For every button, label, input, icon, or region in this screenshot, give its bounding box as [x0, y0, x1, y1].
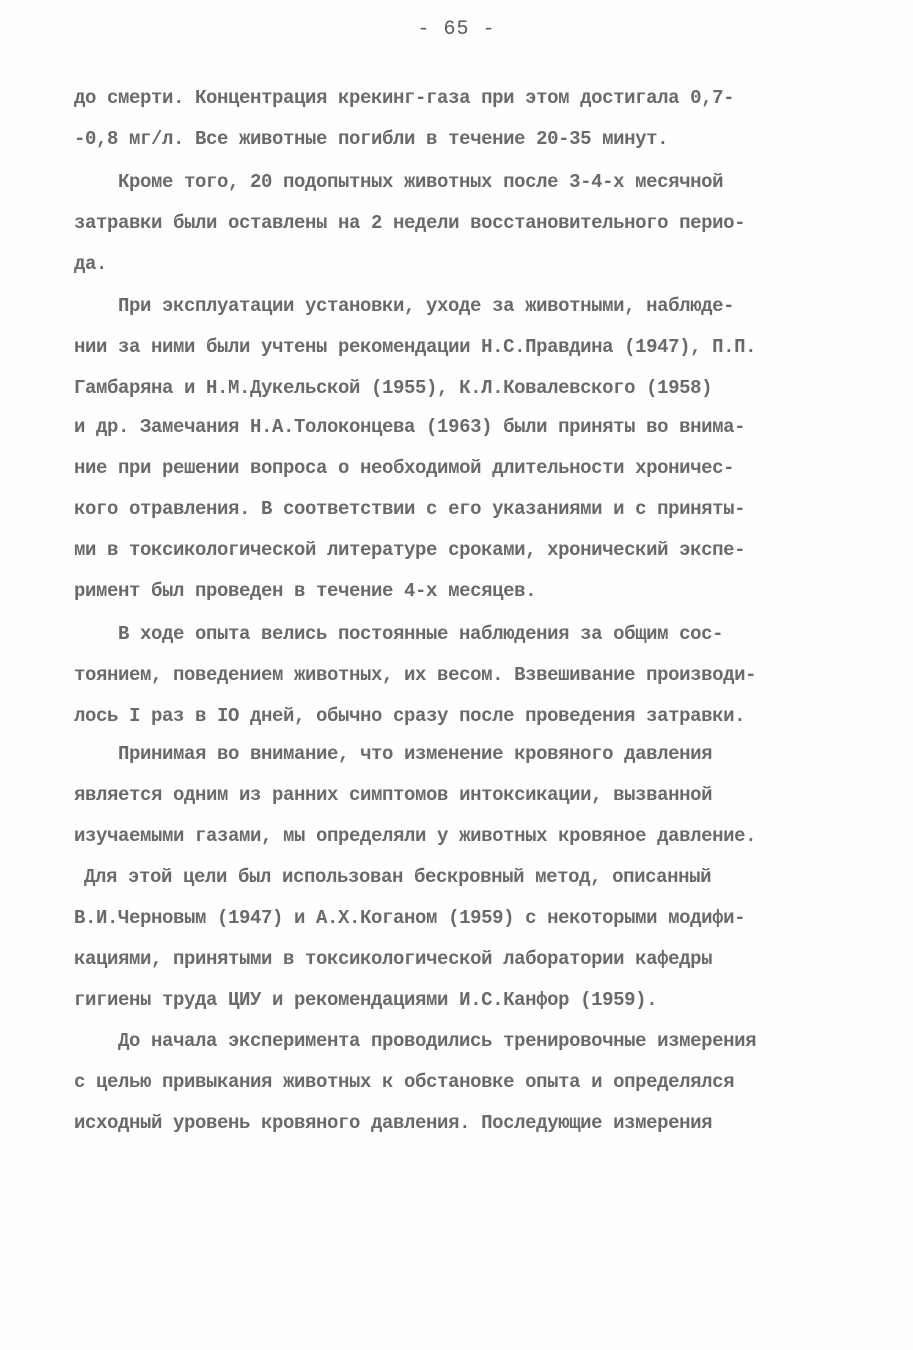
text-line: тоянием, поведением животных, их весом. Взвешивание производи- [74, 664, 757, 686]
paragraph-start-line: В ходе опыта велись постоянные наблюдения за общим сос- [118, 623, 724, 645]
text-line: кого отравления. В соответствии с его указаниями и с приняты- [74, 498, 746, 520]
text-line: гигиены труда ЦИУ и рекомендациями И.С.Канфор (1959). [74, 989, 658, 1011]
text-line: Для этой цели был использован бескровный метод, описанный [84, 866, 712, 888]
paragraph-start-line: Кроме того, 20 подопытных животных после 3-4-х месячной [118, 171, 724, 193]
paragraph-start-line: Принимая во внимание, что изменение кровяного давления [118, 743, 713, 765]
text-line: Гамбаряна и Н.М.Дукельской (1955), К.Л.Ковалевского (1958) [74, 377, 713, 399]
text-line: изучаемыми газами, мы определяли у животных кровяное давление. [74, 825, 757, 847]
paragraph-start-line: До начала эксперимента проводились тренировочные измерения [118, 1030, 757, 1052]
text-line: кациями, принятыми в токсикологической лаборатории кафедры [74, 948, 713, 970]
text-line: затравки были оставлены на 2 недели восстановительного перио- [74, 212, 746, 234]
text-line: лось I раз в IO дней, обычно сразу после проведения затравки. [74, 705, 746, 727]
text-line: и др. Замечания Н.А.Толоконцева (1963) были приняты во внима- [74, 416, 746, 438]
text-line: с целью привыкания животных к обстановке опыта и определялся [74, 1071, 735, 1093]
text-line: исходный уровень кровяного давления. Последующие измерения [74, 1112, 713, 1134]
text-line: -0,8 мг/л. Все животные погибли в течение 20-35 минут. [74, 128, 669, 150]
paragraph-start-line: При эксплуатации установки, уходе за животными, наблюде- [118, 295, 735, 317]
text-line: римент был проведен в течение 4-х месяцев. [74, 580, 537, 602]
page-number: - 65 - [417, 18, 496, 41]
text-line: ние при решении вопроса о необходимой длительности хроничес- [74, 457, 735, 479]
text-line: нии за ними были учтены рекомендации Н.С.Правдина (1947), П.П. [74, 336, 757, 358]
text-line: да. [74, 253, 108, 275]
text-line: В.И.Черновым (1947) и А.Х.Коганом (1959) с некоторыми модифи- [74, 907, 746, 929]
text-line: ми в токсикологической литературе сроками, хронический экспе- [74, 539, 746, 561]
text-line: до смерти. Концентрация крекинг-газа при этом достигала 0,7- [74, 87, 735, 109]
text-line: является одним из ранних симптомов интоксикации, вызванной [74, 784, 713, 806]
